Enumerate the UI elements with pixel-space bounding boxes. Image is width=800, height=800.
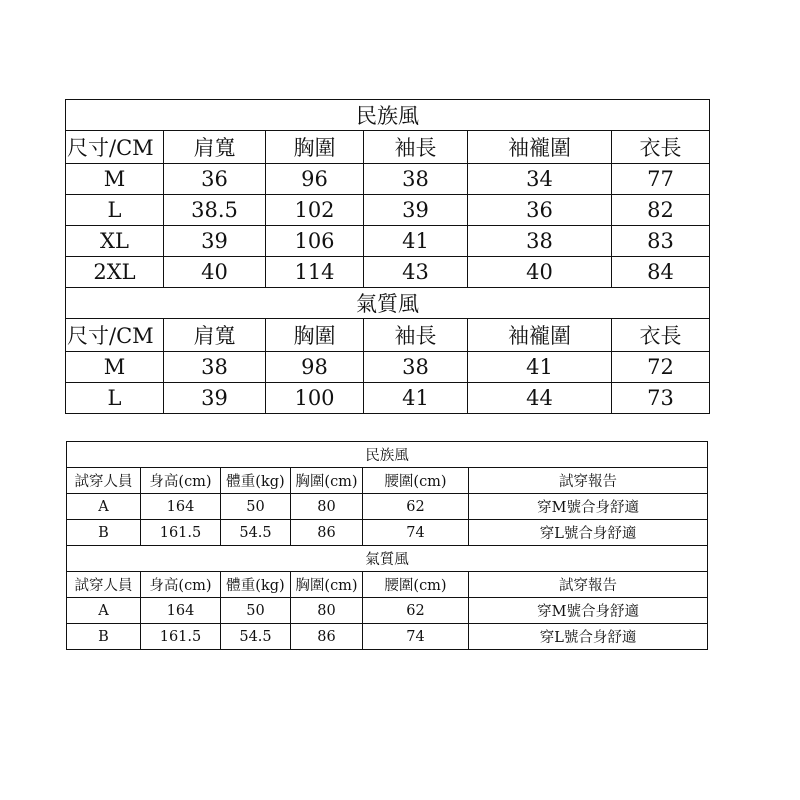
section-title: 氣質風 bbox=[66, 288, 710, 319]
table-cell: B bbox=[67, 624, 141, 650]
table-cell: 161.5 bbox=[141, 520, 221, 546]
table-cell: A bbox=[67, 598, 141, 624]
table-cell: 100 bbox=[266, 383, 364, 414]
table-cell: 161.5 bbox=[141, 624, 221, 650]
table-row bbox=[67, 598, 708, 624]
table-cell: 38 bbox=[364, 352, 468, 383]
header-row bbox=[66, 131, 710, 164]
table-cell: 40 bbox=[164, 257, 266, 288]
column-header: 尺寸/CM bbox=[66, 131, 164, 164]
table-cell: 83 bbox=[612, 226, 710, 257]
table-row bbox=[66, 164, 710, 195]
column-header: 身高(cm) bbox=[141, 572, 221, 598]
column-header: 袖長 bbox=[364, 131, 468, 164]
table-cell: 54.5 bbox=[221, 520, 291, 546]
column-header: 袖襱圍 bbox=[468, 319, 612, 352]
table-row bbox=[67, 494, 708, 520]
table-cell: 41 bbox=[468, 352, 612, 383]
table-cell: 164 bbox=[141, 598, 221, 624]
table-cell: B bbox=[67, 520, 141, 546]
table-row bbox=[66, 352, 710, 383]
table-cell: 36 bbox=[164, 164, 266, 195]
size-chart-table bbox=[65, 99, 710, 414]
header-row bbox=[67, 572, 708, 598]
column-header: 腰圍(cm) bbox=[363, 468, 469, 494]
column-header: 體重(kg) bbox=[221, 468, 291, 494]
table-row bbox=[67, 520, 708, 546]
table-row bbox=[66, 226, 710, 257]
table-cell: 82 bbox=[612, 195, 710, 226]
table-cell: 2XL bbox=[66, 257, 164, 288]
section-title: 氣質風 bbox=[67, 546, 708, 572]
column-header: 身高(cm) bbox=[141, 468, 221, 494]
table-cell: 50 bbox=[221, 494, 291, 520]
table-cell: 34 bbox=[468, 164, 612, 195]
table-cell: 36 bbox=[468, 195, 612, 226]
table-cell: 74 bbox=[363, 520, 469, 546]
column-header: 體重(kg) bbox=[221, 572, 291, 598]
fitting-report-table bbox=[66, 441, 708, 650]
table-cell: L bbox=[66, 383, 164, 414]
table-cell: 穿M號合身舒適 bbox=[469, 494, 708, 520]
section-title: 民族風 bbox=[67, 442, 708, 468]
table-cell: 114 bbox=[266, 257, 364, 288]
column-header: 袖襱圍 bbox=[468, 131, 612, 164]
table-cell: 80 bbox=[291, 494, 363, 520]
header-row bbox=[66, 319, 710, 352]
table-cell: 80 bbox=[291, 598, 363, 624]
table-cell: 102 bbox=[266, 195, 364, 226]
table-cell: 38 bbox=[468, 226, 612, 257]
table-cell: 74 bbox=[363, 624, 469, 650]
table-cell: 62 bbox=[363, 494, 469, 520]
table-cell: 62 bbox=[363, 598, 469, 624]
column-header: 試穿人員 bbox=[67, 468, 141, 494]
table-cell: 穿L號合身舒適 bbox=[469, 520, 708, 546]
table-cell: 38.5 bbox=[164, 195, 266, 226]
table-cell: 164 bbox=[141, 494, 221, 520]
table-cell: 73 bbox=[612, 383, 710, 414]
column-header: 袖長 bbox=[364, 319, 468, 352]
table-row bbox=[66, 195, 710, 226]
table-cell: 86 bbox=[291, 624, 363, 650]
column-header: 肩寬 bbox=[164, 319, 266, 352]
column-header: 胸圍(cm) bbox=[291, 468, 363, 494]
column-header: 衣長 bbox=[612, 319, 710, 352]
table-cell: 54.5 bbox=[221, 624, 291, 650]
table-cell: 106 bbox=[266, 226, 364, 257]
table-cell: 39 bbox=[164, 383, 266, 414]
table-cell: M bbox=[66, 164, 164, 195]
column-header: 試穿報告 bbox=[469, 468, 708, 494]
column-header: 胸圍 bbox=[266, 131, 364, 164]
table-cell: 穿M號合身舒適 bbox=[469, 598, 708, 624]
column-header: 尺寸/CM bbox=[66, 319, 164, 352]
column-header: 衣長 bbox=[612, 131, 710, 164]
header-row bbox=[67, 468, 708, 494]
table-cell: 41 bbox=[364, 226, 468, 257]
table-cell: 38 bbox=[164, 352, 266, 383]
column-header: 胸圍 bbox=[266, 319, 364, 352]
table-cell: XL bbox=[66, 226, 164, 257]
table-cell: 72 bbox=[612, 352, 710, 383]
table-row bbox=[67, 624, 708, 650]
table-cell: 96 bbox=[266, 164, 364, 195]
table-cell: 38 bbox=[364, 164, 468, 195]
table-cell: A bbox=[67, 494, 141, 520]
column-header: 胸圍(cm) bbox=[291, 572, 363, 598]
table-cell: 43 bbox=[364, 257, 468, 288]
table-cell: 50 bbox=[221, 598, 291, 624]
table-row bbox=[66, 257, 710, 288]
section-title: 民族風 bbox=[66, 100, 710, 131]
table-cell: 39 bbox=[364, 195, 468, 226]
column-header: 腰圍(cm) bbox=[363, 572, 469, 598]
column-header: 試穿報告 bbox=[469, 572, 708, 598]
column-header: 試穿人員 bbox=[67, 572, 141, 598]
table-cell: 穿L號合身舒適 bbox=[469, 624, 708, 650]
table-cell: 86 bbox=[291, 520, 363, 546]
table-cell: 44 bbox=[468, 383, 612, 414]
table-cell: 41 bbox=[364, 383, 468, 414]
table-row bbox=[66, 383, 710, 414]
table-cell: 98 bbox=[266, 352, 364, 383]
table-cell: 77 bbox=[612, 164, 710, 195]
table-cell: M bbox=[66, 352, 164, 383]
table-cell: 39 bbox=[164, 226, 266, 257]
column-header: 肩寬 bbox=[164, 131, 266, 164]
table-cell: L bbox=[66, 195, 164, 226]
table-cell: 40 bbox=[468, 257, 612, 288]
table-cell: 84 bbox=[612, 257, 710, 288]
